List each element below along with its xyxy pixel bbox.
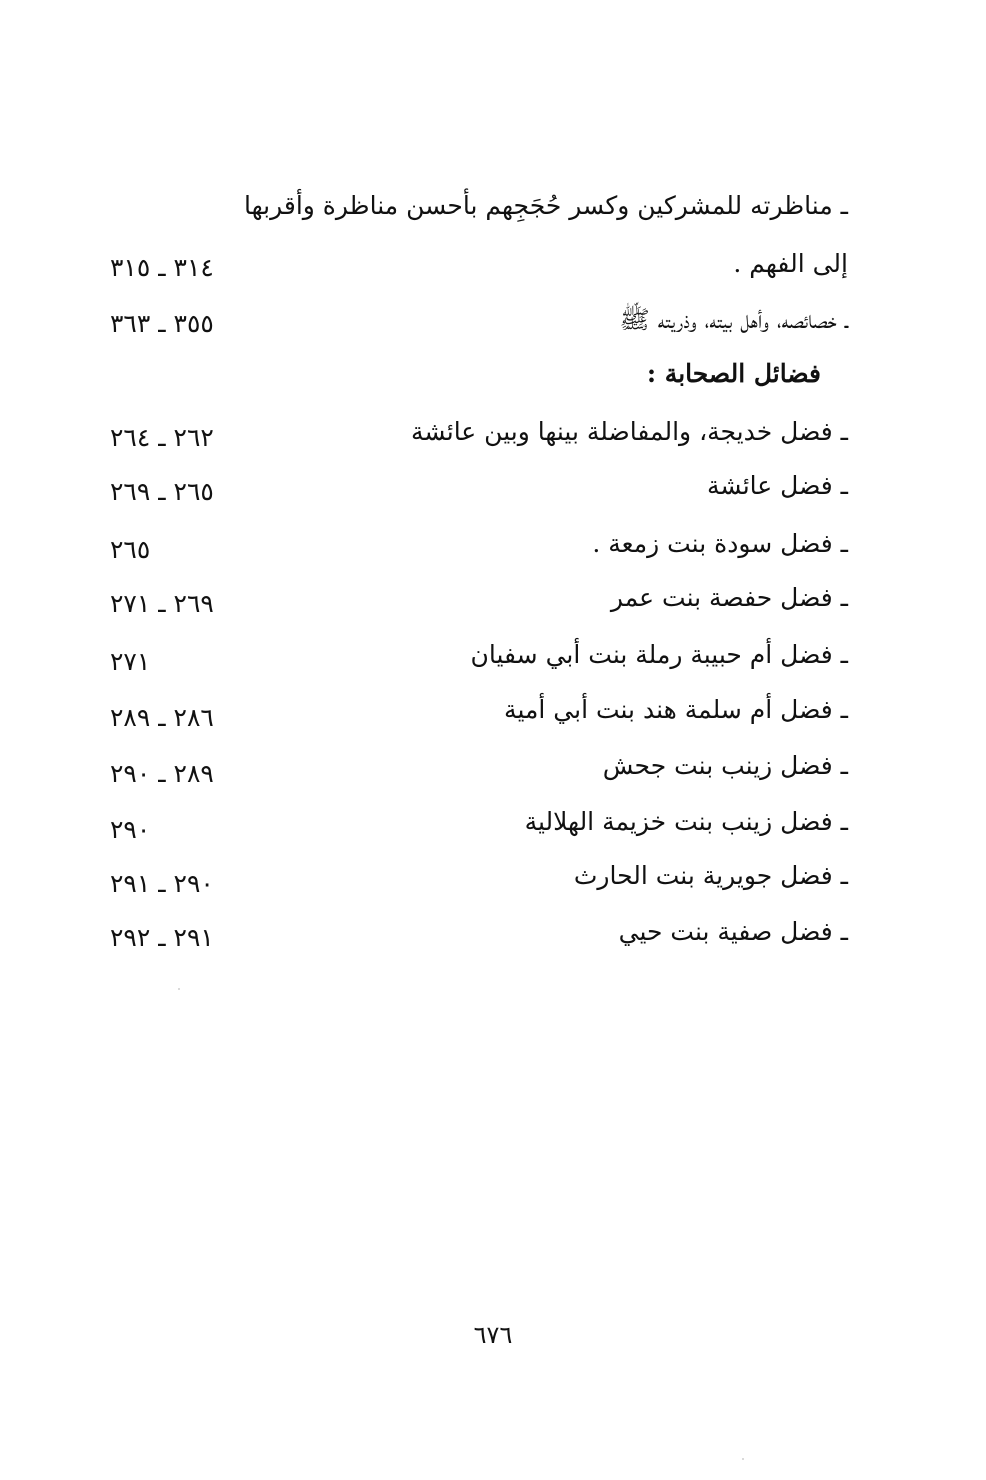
toc-entry-pages: ٢٦٥: [110, 535, 151, 564]
toc-entry-text: ـ فضل عائشة: [707, 471, 848, 500]
toc-entry-text: ـ فضل أم حبيبة رملة بنت أبي سفيان: [470, 640, 848, 669]
toc-entry-text: ـ فضل خديجة، والمفاضلة بينها وبين عائشة: [411, 417, 848, 446]
toc-entry-text: ـ فضل جويرية بنت الحارث: [573, 861, 848, 890]
toc-entry-text: ـ فضل زينب بنت جحش: [602, 751, 848, 780]
toc-entry-text: ـ فضل زينب بنت خزيمة الهلالية: [524, 807, 848, 836]
intro-line-1: ـ مناظرته للمشركين وكسر حُجَجِهم بأحسن مناظرة وأقربها: [243, 191, 848, 220]
toc-entry-pages: ٢٩٠: [110, 815, 151, 844]
intro-line-2: إلى الفهم .: [733, 249, 848, 278]
toc-entry-pages: ٢٨٩ ـ ٢٩٠: [110, 759, 214, 788]
toc-entry-text: ـ فضل حفصة بنت عمر: [610, 583, 848, 612]
toc-entry-pages: ٢٩٠ ـ ٢٩١: [110, 869, 214, 898]
section-heading: فضائل الصحابة :: [646, 359, 821, 388]
scan-speck: [742, 1458, 744, 1460]
toc-entry-pages: ٢٦٢ ـ ٢٦٤: [110, 423, 214, 452]
toc-entry-pages: ٢٦٥ ـ ٢٦٩: [110, 477, 214, 506]
toc-entry-text: ـ فضل أم سلمة هند بنت أبي أمية: [504, 695, 848, 724]
toc-entry-pages: ٢٨٦ ـ ٢٨٩: [110, 703, 214, 732]
special-entry-pages: ٣٥٥ ـ ٣٦٣: [110, 309, 214, 338]
intro-pages: ٣١٤ ـ ٣١٥: [110, 253, 214, 282]
page-number: ٦٧٦: [473, 1321, 513, 1349]
toc-entry-pages: ٢٧١: [110, 647, 151, 676]
special-entry-text: ـ خصائصه، وأهل بيته، وذريته ﷺ: [619, 305, 848, 334]
toc-entry-text: ـ فضل صفية بنت حيي: [618, 917, 848, 946]
toc-entry-text: ـ فضل سودة بنت زمعة .: [592, 529, 848, 558]
toc-entry-pages: ٢٩١ ـ ٢٩٢: [110, 923, 214, 952]
scan-speck: [178, 988, 180, 990]
toc-entry-pages: ٢٦٩ ـ ٢٧١: [110, 589, 214, 618]
